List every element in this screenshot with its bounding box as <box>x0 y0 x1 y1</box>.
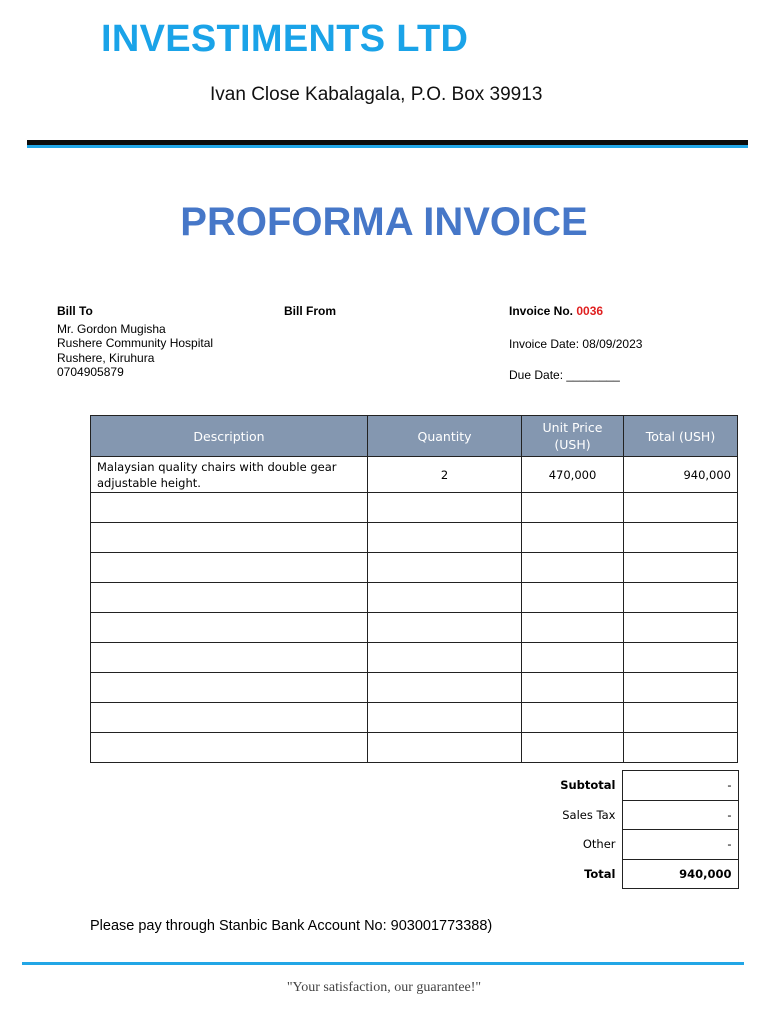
table-row-empty <box>91 673 738 703</box>
header-description: Description <box>91 416 368 457</box>
subtotal-row <box>521 771 738 801</box>
header-unit-price-text: Unit Price (USH) <box>542 420 603 452</box>
due-date-label: Due Date: <box>509 368 564 382</box>
sales-tax-row <box>521 800 738 830</box>
footer-tagline: "Your satisfaction, our guarantee!" <box>286 980 482 995</box>
table-row-empty <box>91 523 738 553</box>
header-divider-accent <box>27 145 748 148</box>
table-row-empty <box>91 643 738 673</box>
invoice-date-label: Invoice Date: <box>509 337 580 351</box>
invoice-number-label: Invoice No. <box>509 304 574 318</box>
table-row <box>91 457 738 493</box>
bill-to-label: Bill To <box>57 304 93 318</box>
payment-note: Please pay through Stanbic Bank Account No: 903001773388) <box>90 918 493 934</box>
total-value: 940,000 <box>622 859 738 889</box>
header-unit-price <box>522 416 624 457</box>
invoice-number-line <box>509 304 603 319</box>
invoice-number: 0036 <box>576 304 604 318</box>
other-row <box>521 830 738 860</box>
table-row-empty <box>91 613 738 643</box>
table-row-empty <box>91 583 738 613</box>
other-label: Other <box>582 837 616 852</box>
item-description: Malaysian quality chairs with double gear adjustable height. <box>91 457 368 493</box>
table-row-empty <box>91 493 738 523</box>
total-label: Total <box>584 866 616 881</box>
item-quantity: 2 <box>368 457 522 493</box>
table-row-empty <box>91 733 738 763</box>
bill-to-phone: 0704905879 <box>57 365 124 379</box>
item-unit-price: 470,000 <box>522 457 624 493</box>
items-table <box>90 415 738 763</box>
summary-table <box>521 770 739 889</box>
total-row <box>521 859 738 889</box>
header-total: Total (USH) <box>624 416 738 457</box>
subtotal-label: Subtotal <box>560 778 616 793</box>
subtotal-value: - <box>622 771 738 801</box>
header-quantity: Quantity <box>368 416 522 457</box>
items-table-header <box>91 416 738 457</box>
due-date: ________ <box>566 368 620 382</box>
invoice-date: 08/09/2023 <box>582 337 643 351</box>
sales-tax-label: Sales Tax <box>562 807 616 822</box>
document-title: PROFORMA INVOICE <box>180 200 588 244</box>
item-total: 940,000 <box>624 457 738 493</box>
bill-to-organization: Rushere Community Hospital <box>57 336 214 350</box>
footer-divider <box>22 962 744 965</box>
company-address: Ivan Close Kabalagala, P.O. Box 39913 <box>210 84 543 105</box>
bill-to-name: Mr. Gordon Mugisha <box>57 321 166 336</box>
table-row-empty <box>91 703 738 733</box>
bill-to-block <box>57 304 213 380</box>
bill-to-location: Rushere, Kiruhura <box>57 350 155 365</box>
other-value: - <box>622 830 738 860</box>
invoice-date-line <box>509 337 642 352</box>
table-row-empty <box>91 553 738 583</box>
bill-from-label: Bill From <box>284 304 337 318</box>
sales-tax-value: - <box>622 800 738 830</box>
company-name: INVESTIMENTS LTD <box>101 18 469 60</box>
due-date-line <box>509 368 620 383</box>
